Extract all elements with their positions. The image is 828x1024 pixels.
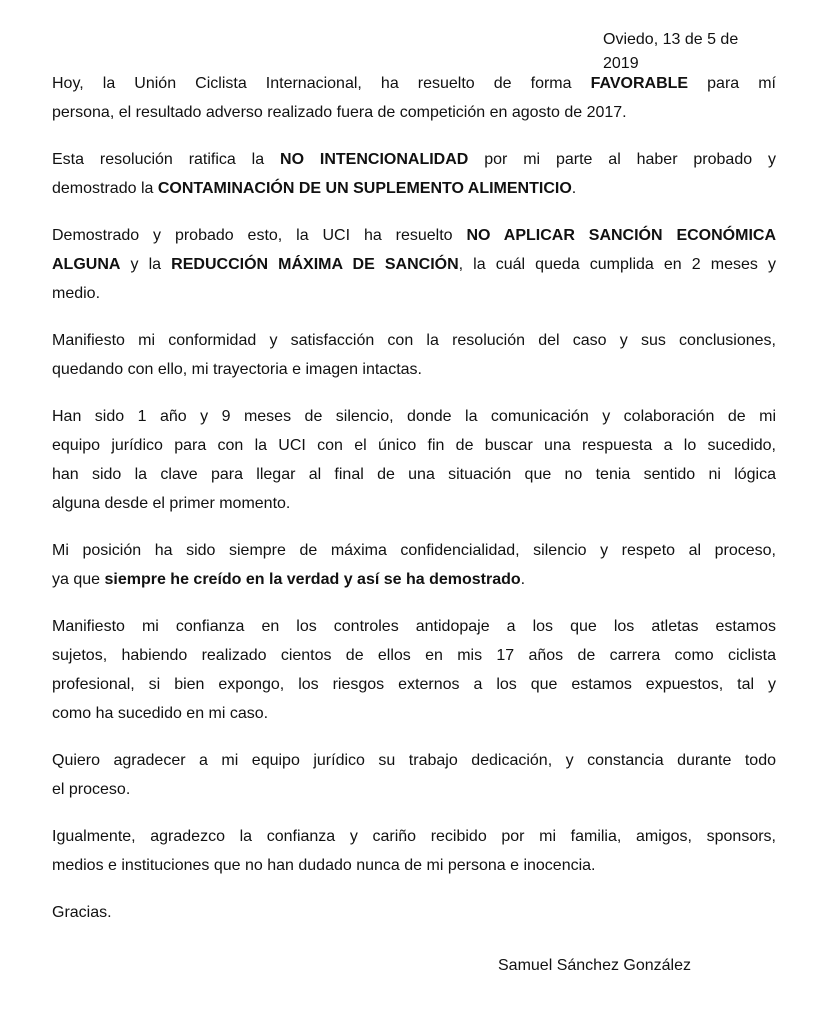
text: Gracias.	[52, 904, 112, 921]
text: por mi parte al haber probado y	[468, 151, 776, 168]
text: quedando con ello, mi trayectoria e imagen intactas.	[52, 361, 422, 378]
text-line	[52, 405, 776, 434]
text: Demostrado y probado esto, la UCI ha resuelto	[52, 227, 467, 244]
text-line	[52, 749, 776, 778]
signature-name: Samuel Sánchez González	[498, 957, 691, 974]
text: Mi posición ha sido siempre de máxima confidencialidad, silencio y respeto al proceso,	[52, 542, 776, 559]
bold-text: CONTAMINACIÓN DE UN SUPLEMENTO ALIMENTICIO	[157, 180, 572, 197]
text: sujetos, habiendo realizado cientos de ellos en mis 17 años de carrera como ciclista	[52, 647, 776, 664]
text: medio.	[52, 285, 101, 302]
text-line	[52, 615, 776, 644]
paragraph	[52, 148, 776, 206]
bold-text: siempre he creído en la verdad y así se ha demostrado	[104, 571, 521, 588]
letter-date: Oviedo, 13 de 5 de 2019	[603, 31, 739, 72]
text: Esta resolución ratifica la	[52, 151, 281, 168]
text-line	[52, 434, 776, 463]
text: han sido la clave para llegar al final de una situación que no tenia sentido ni lógica	[52, 466, 776, 483]
paragraph	[52, 405, 776, 521]
text-line	[52, 778, 776, 807]
bold-text: ALGUNA	[52, 256, 121, 273]
text-line	[52, 463, 776, 492]
text: medios e instituciones que no han dudado nunca de mi persona e inocencia.	[52, 857, 596, 874]
text-line	[52, 825, 776, 854]
text: para mí	[688, 75, 777, 92]
paragraph	[52, 539, 776, 597]
text: demostrado la	[52, 180, 158, 197]
text: equipo jurídico para con la UCI con el único fin de buscar una respuesta a lo sucedido,	[52, 437, 776, 454]
text-line	[52, 568, 776, 597]
text-line	[52, 177, 776, 206]
text-line	[52, 148, 776, 177]
text-line	[52, 539, 776, 568]
text-line	[52, 702, 776, 731]
text-line	[52, 282, 776, 311]
text: Quiero agradecer a mi equipo jurídico su trabajo dedicación, y constancia durante todo	[52, 752, 776, 769]
paragraph	[52, 72, 776, 130]
paragraph	[52, 901, 776, 930]
paragraph	[52, 224, 776, 311]
text-line	[52, 253, 776, 282]
text-line	[52, 854, 776, 883]
bold-text: FAVORABLE	[590, 75, 689, 92]
text-line	[52, 224, 776, 253]
text: Igualmente, agradezco la confianza y cariño recibido por mi familia, amigos, sponsors,	[52, 828, 776, 845]
text: el proceso.	[52, 781, 131, 798]
text-line	[52, 644, 776, 673]
text: .	[520, 571, 526, 588]
text: como ha sucedido en mi caso.	[52, 705, 269, 722]
text-line	[52, 492, 776, 521]
text: Hoy, la Unión Ciclista Internacional, ha resuelto de forma	[52, 75, 591, 92]
text: profesional, si bien expongo, los riesgos externos a los que estamos expuestos, tal y	[52, 676, 776, 693]
text: y la	[120, 256, 172, 273]
text: alguna desde el primer momento.	[52, 495, 291, 512]
bold-text: REDUCCIÓN MÁXIMA DE SANCIÓN	[171, 256, 459, 273]
bold-text: NO INTENCIONALIDAD	[280, 151, 469, 168]
text: Han sido 1 año y 9 meses de silencio, donde la comunicación y colaboración de mi	[52, 408, 776, 425]
text-line	[52, 901, 776, 930]
paragraph	[52, 749, 776, 807]
paragraph	[52, 825, 776, 883]
text-line	[52, 72, 776, 101]
text-line	[52, 329, 776, 358]
text: ya que	[52, 571, 105, 588]
letter-body	[52, 72, 776, 948]
text-line	[52, 101, 776, 130]
text-line	[52, 358, 776, 387]
text-line	[52, 673, 776, 702]
text: , la cuál queda cumplida en 2 meses y	[458, 256, 776, 273]
paragraph	[52, 329, 776, 387]
text: persona, el resultado adverso realizado fuera de competición en agosto de 2017.	[52, 104, 627, 121]
text: Manifiesto mi conformidad y satisfacción con la resolución del caso y sus conclusiones,	[52, 332, 776, 349]
text: Manifiesto mi confianza en los controles antidopaje a los que los atletas estamos	[52, 618, 776, 635]
paragraph	[52, 615, 776, 731]
bold-text: NO APLICAR SANCIÓN ECONÓMICA	[466, 227, 777, 244]
text: .	[571, 180, 577, 197]
